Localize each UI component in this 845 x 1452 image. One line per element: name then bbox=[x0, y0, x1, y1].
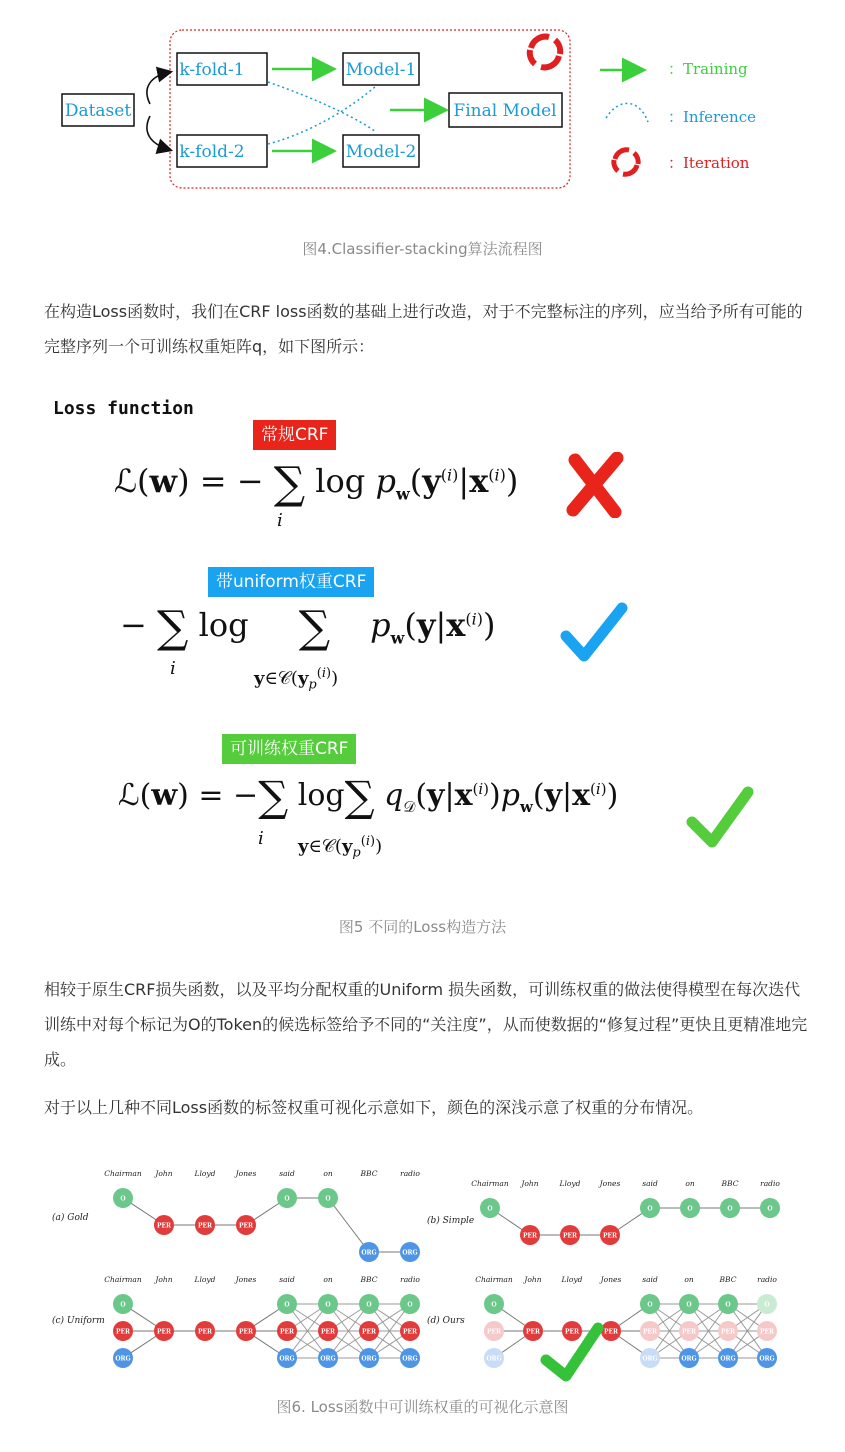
node-tag: PER bbox=[759, 1328, 775, 1336]
node-tag: ORG bbox=[681, 1355, 697, 1363]
word-label: on bbox=[323, 1275, 333, 1284]
node-tag: ORG bbox=[320, 1355, 336, 1363]
word-label: Chairman bbox=[104, 1275, 142, 1284]
dataset-label: Dataset bbox=[64, 101, 132, 121]
node-tag: PER bbox=[279, 1328, 295, 1336]
classifier-stacking-diagram bbox=[0, 20, 845, 200]
word-label: Jones bbox=[235, 1169, 257, 1178]
word-label: John bbox=[524, 1275, 542, 1284]
word-label: radio bbox=[400, 1275, 420, 1284]
node-tag: PER bbox=[602, 1232, 618, 1240]
node-tag: O bbox=[647, 1205, 653, 1213]
word-label: radio bbox=[400, 1169, 420, 1178]
node-tag: O bbox=[686, 1301, 692, 1309]
word-label: John bbox=[155, 1275, 173, 1284]
node-tag: O bbox=[325, 1195, 331, 1203]
word-label: BBC bbox=[360, 1275, 378, 1284]
legend-inference: ：Inference bbox=[668, 108, 757, 126]
node-tag: O bbox=[687, 1205, 693, 1213]
model2-label: Model-2 bbox=[345, 142, 417, 162]
badge-regular-crf: 常规CRF bbox=[253, 420, 336, 450]
word-label: said bbox=[642, 1275, 658, 1284]
node-tag: O bbox=[764, 1301, 770, 1309]
word-label: radio bbox=[760, 1179, 780, 1188]
node-tag: PER bbox=[402, 1328, 418, 1336]
kfold2-label: k-fold-2 bbox=[179, 142, 245, 162]
panel-label: (a) Gold bbox=[52, 1213, 89, 1223]
word-label: radio bbox=[757, 1275, 777, 1284]
word-label: Lloyd bbox=[194, 1275, 216, 1284]
node-tag: PER bbox=[238, 1328, 254, 1336]
loss-function-title: Loss function bbox=[53, 398, 194, 419]
edge bbox=[328, 1198, 369, 1252]
legend-training: ：Training bbox=[668, 60, 748, 78]
word-label: BBC bbox=[721, 1179, 739, 1188]
panel-label: (b) Simple bbox=[427, 1216, 475, 1226]
node-tag: O bbox=[407, 1301, 413, 1309]
node-tag: ORG bbox=[720, 1355, 736, 1363]
node-tag: O bbox=[491, 1301, 497, 1309]
word-label: Jones bbox=[235, 1275, 257, 1284]
formula-trainable-crf: ℒ(w) = −∑ log∑ $q_𝒟(y|x^{(i)})p_w(y|x^{(i)})$ i $y\in 𝒞(y_p^{(i)})$ bbox=[118, 772, 619, 861]
weight-visualization bbox=[0, 1158, 845, 1383]
fig4-caption: 图4.Classifier-stacking算法流程图 bbox=[302, 240, 543, 258]
node-tag: O bbox=[120, 1195, 126, 1203]
paragraph-comparison: 相较于原生CRF损失函数，以及平均分配权重的Uniform 损失函数，可训练权重的做法使得模型在每次迭代训练中对每个标记为O的Token的候选标签给予不同的“关注度”，从而使数据的“修复过程”更快且更精准地完成。 bbox=[44, 980, 808, 1069]
word-label: on bbox=[685, 1179, 695, 1188]
node-tag: O bbox=[366, 1301, 372, 1309]
node-tag: PER bbox=[720, 1328, 736, 1336]
word-label: said bbox=[279, 1169, 295, 1178]
word-label: Lloyd bbox=[194, 1169, 216, 1178]
word-label: Chairman bbox=[475, 1275, 513, 1284]
formula-regular-crf: ℒ(w) = − ∑ $\log p_w(y^{(i)}|x^{(i)})$ i bbox=[114, 458, 519, 531]
node-tag: ORG bbox=[402, 1355, 418, 1363]
node-tag: PER bbox=[115, 1328, 131, 1336]
panel-label: (c) Uniform bbox=[52, 1316, 105, 1326]
green-check-icon bbox=[684, 782, 756, 852]
kfold1-label: k-fold-1 bbox=[179, 60, 245, 80]
word-label: BBC bbox=[719, 1275, 737, 1284]
node-tag: O bbox=[284, 1301, 290, 1309]
node-tag: O bbox=[727, 1205, 733, 1213]
node-tag: PER bbox=[525, 1328, 541, 1336]
node-tag: PER bbox=[197, 1328, 213, 1336]
cross-icon bbox=[565, 452, 625, 518]
node-tag: ORG bbox=[279, 1355, 295, 1363]
node-tag: PER bbox=[603, 1328, 619, 1336]
node-tag: ORG bbox=[361, 1249, 377, 1257]
word-label: Chairman bbox=[104, 1169, 142, 1178]
node-tag: PER bbox=[361, 1328, 377, 1336]
node-tag: PER bbox=[486, 1328, 502, 1336]
node-tag: O bbox=[284, 1195, 290, 1203]
node-tag: ORG bbox=[642, 1355, 658, 1363]
node-tag: PER bbox=[238, 1222, 254, 1230]
word-label: Jones bbox=[599, 1179, 621, 1188]
node-tag: PER bbox=[642, 1328, 658, 1336]
badge-trainable-crf: 可训练权重CRF bbox=[222, 734, 356, 764]
node-tag: O bbox=[120, 1301, 126, 1309]
model1-label: Model-1 bbox=[345, 60, 417, 80]
paragraph-visualization: 对于以上几种不同Loss函数的标签权重可视化示意如下，颜色的深浅示意了权重的分布情况。 bbox=[44, 1098, 704, 1117]
word-label: John bbox=[521, 1179, 539, 1188]
word-label: Chairman bbox=[471, 1179, 509, 1188]
blue-check-icon bbox=[560, 600, 630, 666]
paragraph-loss-intro: 在构造Loss函数时，我们在CRF loss函数的基础上进行改造，对于不完整标注的序列，应当给予所有可能的完整序列一个可训练权重矩阵q，如下图所示： bbox=[44, 302, 803, 356]
legend-iteration: ：Iteration bbox=[668, 154, 750, 172]
word-label: John bbox=[155, 1169, 173, 1178]
node-tag: PER bbox=[522, 1232, 538, 1240]
word-label: said bbox=[279, 1275, 295, 1284]
node-tag: ORG bbox=[486, 1355, 502, 1363]
fig6-caption: 图6. Loss函数中可训练权重的可视化示意图 bbox=[276, 1398, 569, 1416]
node-tag: PER bbox=[156, 1222, 172, 1230]
word-label: on bbox=[323, 1169, 333, 1178]
word-label: on bbox=[684, 1275, 694, 1284]
iteration-icon bbox=[530, 37, 560, 68]
node-tag: O bbox=[725, 1301, 731, 1309]
word-label: Jones bbox=[600, 1275, 622, 1284]
node-tag: PER bbox=[562, 1232, 578, 1240]
word-label: said bbox=[642, 1179, 658, 1188]
fig5-caption: 图5 不同的Loss构造方法 bbox=[338, 918, 507, 936]
node-tag: ORG bbox=[402, 1249, 418, 1257]
formula-uniform-crf: − ∑ log ∑ $p_w(y|x^{(i)})$ i $y\in 𝒞(y_p^{(i)})$ bbox=[120, 602, 496, 693]
node-tag: ORG bbox=[759, 1355, 775, 1363]
node-tag: PER bbox=[156, 1328, 172, 1336]
node-tag: ORG bbox=[115, 1355, 131, 1363]
node-tag: PER bbox=[564, 1328, 580, 1336]
node-tag: ORG bbox=[361, 1355, 377, 1363]
node-tag: O bbox=[487, 1205, 493, 1213]
legend-iteration-icon bbox=[614, 150, 638, 174]
panel-label: (d) Ours bbox=[427, 1316, 465, 1326]
node-tag: O bbox=[325, 1301, 331, 1309]
node-tag: PER bbox=[681, 1328, 697, 1336]
badge-uniform-crf: 带uniform权重CRF bbox=[208, 567, 374, 597]
node-tag: PER bbox=[197, 1222, 213, 1230]
node-tag: PER bbox=[320, 1328, 336, 1336]
final-model-label: Final Model bbox=[453, 101, 557, 121]
word-label: Lloyd bbox=[561, 1275, 583, 1284]
word-label: Lloyd bbox=[559, 1179, 581, 1188]
node-tag: O bbox=[767, 1205, 773, 1213]
node-tag: O bbox=[647, 1301, 653, 1309]
word-label: BBC bbox=[360, 1169, 378, 1178]
